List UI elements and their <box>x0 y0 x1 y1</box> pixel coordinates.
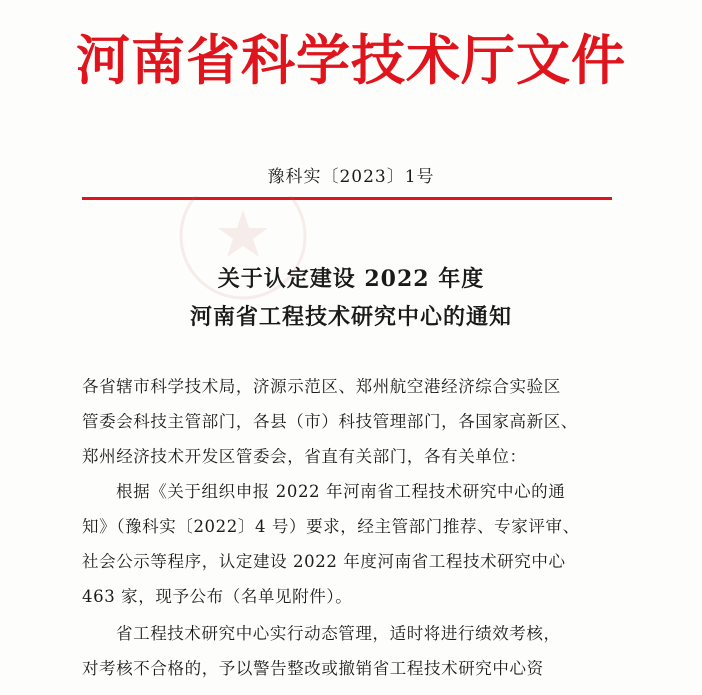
body-line: 管委会科技主管部门，各县（市）科技管理部门，各国家高新区、 <box>82 412 578 431</box>
body-line: 郑州经济技术开发区管委会，省直有关部门，各有关单位： <box>82 447 527 466</box>
body-line: 对考核不合格的，予以警告整改或撤销省工程技术研究中心资 <box>82 659 544 678</box>
body-line: 根据《关于组织申报 2022 年河南省工程技术研究中心的通 <box>116 482 566 501</box>
body-line: 463 家，现予公布（名单见附件）。 <box>82 587 353 606</box>
document-number: 豫科实〔2023〕1号 <box>267 167 435 187</box>
body-line: 知》（豫科实〔2022〕4 号）要求，经主管部门推荐、专家评审、 <box>82 517 580 536</box>
show-through-text <box>150 120 570 138</box>
body-line: 各省辖市科学技术局，济源示范区、郑州航空港经济综合实验区 <box>82 377 561 396</box>
agency-header-title: 河南省科学技术厅文件 <box>76 28 626 92</box>
body-line: 省工程技术研究中心实行动态管理，适时将进行绩效考核， <box>116 624 561 643</box>
notice-title-line-2: 河南省工程技术研究中心的通知 <box>189 304 512 330</box>
notice-title-line-1: 关于认定建设 2022 年度 <box>217 266 485 292</box>
body-line: 社会公示等程序，认定建设 2022 年度河南省工程技术研究中心 <box>82 552 566 571</box>
